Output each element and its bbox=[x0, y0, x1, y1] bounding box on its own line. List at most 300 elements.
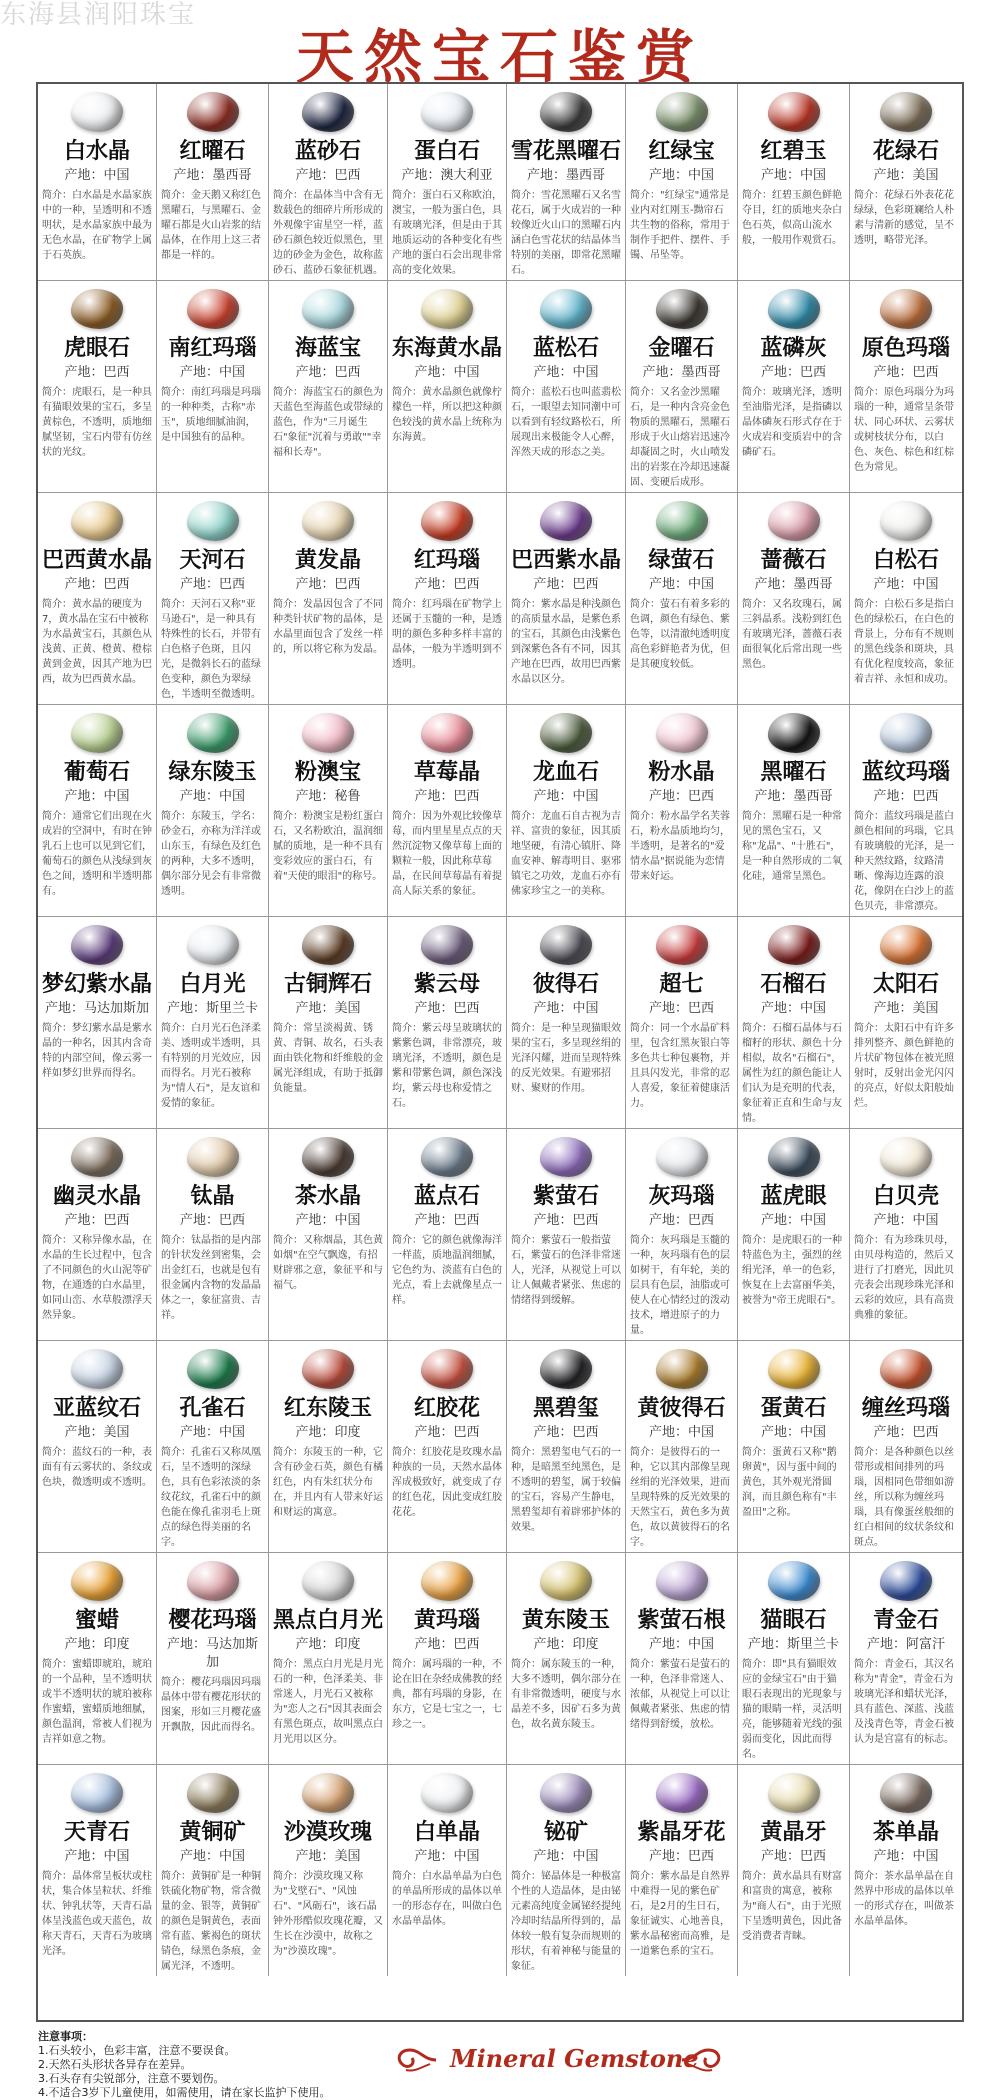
gem-stone-image bbox=[540, 713, 592, 753]
gem-stone-image bbox=[656, 92, 708, 132]
gem-card bbox=[850, 917, 962, 1129]
gem-stone-image bbox=[656, 1773, 708, 1813]
gem-origin: 产地：马达加斯加 bbox=[45, 1001, 150, 1016]
gem-origin: 产地：墨西哥 bbox=[754, 577, 833, 592]
page-title: 天然宝石鉴赏 bbox=[295, 23, 704, 91]
gem-name: 猫眼石 bbox=[760, 1607, 827, 1633]
notes-item: 3.石头存有尖锐部分，注意不要划伤。 bbox=[38, 2072, 225, 2085]
gem-stone-image bbox=[880, 713, 932, 753]
gem-name: 彼得石 bbox=[533, 971, 600, 997]
gem-origin: 产地：巴西 bbox=[295, 365, 361, 380]
gem-stone-image bbox=[302, 501, 354, 541]
gem-stone-image bbox=[540, 92, 592, 132]
gem-origin: 产地：巴西 bbox=[649, 1001, 715, 1016]
gem-description: 简介：东陵玉的一种，它含有砂金石英，颜色有橘红色，内有朱红状分布在，并且内有人带来好运和财运的寓意。 bbox=[273, 1447, 383, 1518]
gem-name: 红东陵玉 bbox=[284, 1395, 373, 1421]
gem-origin: 产地：印度 bbox=[295, 1425, 361, 1440]
gem-name: 孔雀石 bbox=[179, 1395, 246, 1421]
gem-stone-image bbox=[540, 289, 592, 329]
gem-name: 巴西紫水晶 bbox=[511, 547, 622, 573]
gem-name: 龙血石 bbox=[533, 759, 600, 785]
gemstone-grid bbox=[36, 82, 964, 2022]
gem-card bbox=[388, 84, 507, 281]
gem-stone-image bbox=[540, 1137, 592, 1177]
gem-card bbox=[38, 917, 157, 1129]
gem-name: 超七 bbox=[659, 971, 704, 997]
gem-stone-image bbox=[421, 925, 473, 965]
gem-name: 花绿石 bbox=[873, 138, 940, 164]
gem-name: 青金石 bbox=[873, 1607, 940, 1633]
gem-description: 简介：又名玫瑰石，属三斜晶系。浅粉到红色有玻璃光泽，蔷薇石表面很氧化后常出现一些黑色。 bbox=[742, 599, 843, 670]
gem-name: 太阳石 bbox=[873, 971, 940, 997]
gem-stone-image bbox=[421, 289, 473, 329]
gem-description: 简介：红玛瑙在矿物学上还属于玉髓的一种，是透明的颜色多种多样丰富的晶体，一般为半透明到不透明。 bbox=[392, 599, 503, 670]
gem-card bbox=[388, 917, 507, 1129]
gem-description: 简介：是一种呈现猫眼效果的宝石，多呈现丝绢的光泽闪耀，进而呈现特殊的反光效果。有避邪招财、聚财的作用。 bbox=[511, 1023, 622, 1094]
gem-name: 绿东陵玉 bbox=[168, 759, 257, 785]
gem-description: 简介：龙血石自古视为吉祥、富贵的象征，因其质地坚硬，有清心镇肝、降血安神、解毒明目、驱邪镇宅之功效，龙血石亦有佛家珍宝之一的美称。 bbox=[511, 811, 622, 897]
gem-name: 粉水晶 bbox=[648, 759, 715, 785]
gem-card bbox=[388, 493, 507, 705]
gem-name: 蛋白石 bbox=[414, 138, 481, 164]
gem-origin: 产地：中国 bbox=[761, 1213, 827, 1228]
gem-card bbox=[157, 493, 269, 705]
gem-stone-image bbox=[302, 713, 354, 753]
gem-name: 南红玛瑙 bbox=[168, 335, 257, 361]
gem-description: 简介：茶水晶单晶在自然界中形成的晶体以单一的形式存在，叫做茶水晶单晶体。 bbox=[854, 1871, 955, 1927]
gem-stone-image bbox=[768, 289, 820, 329]
gem-name: 黑曜石 bbox=[760, 759, 827, 785]
gem-description: 简介：黑点白月光是月光石的一种，色泽柔美、非常迷人，月光石又被称为"恋人之石"因其表面会有黑色斑点，故叫黑点白月光用以区分。 bbox=[273, 1659, 383, 1745]
gem-card bbox=[388, 705, 507, 917]
gem-card bbox=[507, 1765, 626, 1976]
gem-description: 简介：东陵玉，学名：砂金石，亦称为洋洋或山东玉，有绿色及红色的两种，大多不透明，偶尔部分见会有非常微透明。 bbox=[161, 811, 262, 897]
gem-name: 金曜石 bbox=[648, 335, 715, 361]
gem-stone-image bbox=[656, 1561, 708, 1601]
gem-origin: 产地：中国 bbox=[414, 365, 480, 380]
gem-card bbox=[38, 1553, 157, 1765]
gem-description: 简介：在晶体当中含有无数载色的细碎片所形成的外观像宇宙星空一样，蓝砂石颜色较近似黑色，里边的砂金为金色，故称蓝砂石、蓝砂石象征机遇。 bbox=[273, 190, 383, 276]
gem-name: 蛋黄石 bbox=[760, 1395, 827, 1421]
gem-description: 简介：因为外观比较像草莓，而内里星星点点的天然沉淀物又像草莓上面的颗粒一般，因此称草莓晶，在民间草莓晶有着提高人际关系的象征。 bbox=[392, 811, 503, 897]
gem-description: 简介：发晶因包含了不同种类针状矿物的晶体，是水晶里面包含了发丝一样的，所以将它称为发晶。 bbox=[273, 599, 383, 655]
gem-name: 粉澳宝 bbox=[295, 759, 362, 785]
gem-origin: 产地：巴西 bbox=[761, 1849, 827, 1864]
gem-name: 梦幻紫水晶 bbox=[42, 971, 153, 997]
gem-description: 简介：青金石，其汉名称为"青金"，青金石为玻璃光泽和蜡状光泽，具有蓝色、深蓝、浅蓝及浅青色等，青金石被认为是宫富有的标志。 bbox=[854, 1659, 955, 1745]
gem-card bbox=[738, 84, 850, 281]
gem-stone-image bbox=[768, 92, 820, 132]
gem-origin: 产地：巴西 bbox=[649, 789, 715, 804]
gem-origin: 产地：巴西 bbox=[649, 1849, 715, 1864]
gem-origin: 产地：中国 bbox=[649, 577, 715, 592]
gem-stone-image bbox=[656, 289, 708, 329]
gem-description: 简介：萤石有着多彩的色调，颜色有绿色、紫色等，以清澈纯透明度高色彩鲜艳者为优，但是其硬度较低。 bbox=[630, 599, 731, 670]
gem-origin: 产地：美国 bbox=[295, 1001, 361, 1016]
gem-stone-image bbox=[187, 92, 239, 132]
gem-origin: 产地：中国 bbox=[180, 1849, 246, 1864]
gem-stone-image bbox=[540, 1561, 592, 1601]
gem-name: 虎眼石 bbox=[64, 335, 131, 361]
gem-card bbox=[626, 84, 738, 281]
gem-name: 黑点白月光 bbox=[273, 1607, 384, 1633]
swirl-ornament-right-icon bbox=[680, 2046, 728, 2074]
gem-origin: 产地：巴西 bbox=[873, 789, 939, 804]
gem-name: 黄晶牙 bbox=[760, 1819, 827, 1845]
gem-name: 石榴石 bbox=[760, 971, 827, 997]
gem-name: 沙漠玫瑰 bbox=[284, 1819, 373, 1845]
gem-name: 蓝砂石 bbox=[295, 138, 362, 164]
gem-name: 紫萤石 bbox=[533, 1183, 600, 1209]
gem-stone-image bbox=[656, 1137, 708, 1177]
gem-card bbox=[626, 1765, 738, 1976]
gem-description: 简介：红胶花是玫瑰水晶种族的一员，天然水晶体浑成极致好，就变成了存的红色花，因此变成红胶花花。 bbox=[392, 1447, 503, 1518]
gem-description: 简介：原色玛瑙分为玛瑙的一种，通常呈条带状、同心环状、云雾状或树枝状分布，以白色、灰色、棕色和红棕色为常见。 bbox=[854, 387, 955, 473]
gem-description: 简介：樱花玛瑙因玛瑙晶体中带有樱花形状的图案，形如三月樱花盛开飘散，因此而得名。 bbox=[161, 1677, 262, 1733]
gem-description: 简介：虎眼石，是一种具有猫眼效果的宝石，多呈黄棕色，不透明，质地细腻坚韧，宝石内带有仿丝状的光纹。 bbox=[42, 387, 152, 458]
gem-origin: 产地：巴西 bbox=[64, 577, 130, 592]
gem-description: 简介：孔雀石又称凤凰石，呈不透明的深绿色，具有色彩浓淡的条纹花纹，孔雀石中的颜色能在像孔雀羽毛上斑点的绿色得美丽的名字。 bbox=[161, 1447, 262, 1548]
gem-stone-image bbox=[71, 1137, 123, 1177]
gem-description: 简介：是各种颜色以丝带形或相间排列的玛瑙，因相同色带细如游丝，所以称为缠丝玛瑙，具有像蛋丝般细的红白相间的纹状条纹和斑点。 bbox=[854, 1447, 955, 1548]
gem-name: 蜜蜡 bbox=[75, 1607, 120, 1633]
gem-name: 黄东陵玉 bbox=[522, 1607, 611, 1633]
gem-stone-image bbox=[71, 501, 123, 541]
gem-card bbox=[269, 1553, 388, 1765]
gem-description: 简介：又名金沙黑曜石，是一种内含亮金色物质的黑曜石，黑曜石形成于火山熔岩迅速冷却凝固之时，火山喷发出的岩浆在冷却迅速凝固、变硬后成形。 bbox=[630, 387, 731, 488]
gem-stone-image bbox=[768, 501, 820, 541]
gem-stone-image bbox=[71, 1561, 123, 1601]
gem-card bbox=[507, 917, 626, 1129]
gem-description: 简介：常呈淡褐黄、锈黄、青铜、故名，石头表面由铁化物和纤维般的金属光泽组成，有助于抵御负能量。 bbox=[273, 1023, 383, 1094]
gem-origin: 产地：巴西 bbox=[414, 1001, 480, 1016]
gem-name: 蓝松石 bbox=[533, 335, 600, 361]
notes-title: 注意事项： bbox=[38, 2030, 93, 2043]
gem-stone-image bbox=[421, 1773, 473, 1813]
gem-name: 钛晶 bbox=[190, 1183, 235, 1209]
gem-name: 古铜辉石 bbox=[284, 971, 373, 997]
gem-description: 简介：蓝纹玛瑙是蓝白颜色相间的玛瑙，它具有玻璃般的光泽，是一种天然纹路，纹路清晰、像海边连露的浪花，像阴在白沙上的蓝色贝壳，非常漂亮。 bbox=[854, 811, 955, 912]
gem-description: 简介：紫水晶是自然界中难得一见的紫色矿石，是2月的生日石，象征诚实、心地善良，紫水晶秘密而高雅，是一道紫色系的宝石。 bbox=[630, 1871, 731, 1957]
gem-name: 绿萤石 bbox=[648, 547, 715, 573]
gem-description: 简介：铋晶体是一种极富个性的人造晶体，是由铋元素高纯度金属铋经提纯冷却时结晶所得到的，晶体较一般有复杂而规则的形状，有着神秘与能量的象征。 bbox=[511, 1871, 622, 1972]
gem-origin: 产地：印度 bbox=[295, 1637, 361, 1652]
gem-card bbox=[157, 705, 269, 917]
gem-card bbox=[157, 1341, 269, 1553]
gem-card bbox=[850, 705, 962, 917]
gem-card bbox=[388, 281, 507, 493]
gem-card bbox=[157, 84, 269, 281]
gem-card bbox=[626, 705, 738, 917]
gem-name: 蓝虎眼 bbox=[760, 1183, 827, 1209]
gem-origin: 产地：中国 bbox=[533, 365, 599, 380]
gem-stone-image bbox=[880, 925, 932, 965]
gem-stone-image bbox=[302, 1349, 354, 1389]
gem-origin: 产地：美国 bbox=[873, 1001, 939, 1016]
gem-origin: 产地：中国 bbox=[414, 1849, 480, 1864]
gem-description: 简介：紫水晶是种浅颜色的高质量水晶，是紫色系的宝石，其颜色由浅紫色到深紫色各有不同，因其产地在巴西，故用巴西紫水晶以区分。 bbox=[511, 599, 622, 685]
gem-origin: 产地：巴西 bbox=[533, 577, 599, 592]
gem-card bbox=[850, 1129, 962, 1341]
gem-card bbox=[38, 84, 157, 281]
gem-description: 简介：紫云母呈玻璃状的紫紫色调，非常漂亮，玻璃光泽，不透明，颜色是紫和带紫色调，颜色深浅均，紫云母也称爱情之石。 bbox=[392, 1023, 503, 1109]
gem-description: 简介：太阳石中有许多排列整齐、颜色鲜艳的片状矿物包体在被光照射时，反射出金光闪闪的亮点，好似太阳般灿烂。 bbox=[854, 1023, 955, 1109]
gem-origin: 产地：巴西 bbox=[414, 789, 480, 804]
gem-card bbox=[269, 1765, 388, 1976]
gem-description: 简介：玻璃光泽，透明至油脂光泽，是指磷以晶体磷灰石形式存在于火成岩和变质岩中的含磷矿石。 bbox=[742, 387, 843, 458]
gem-description: 简介："红绿宝"通常是业内对红刚玉-黝帘石共生物的俗称，常用于制作手把件、摆件、手镯、吊坠等。 bbox=[630, 190, 731, 261]
gem-stone-image bbox=[302, 925, 354, 965]
gem-stone-image bbox=[421, 1349, 473, 1389]
gem-origin: 产地：巴西 bbox=[873, 365, 939, 380]
gem-origin: 产地：巴西 bbox=[64, 365, 130, 380]
gem-origin: 产地：墨西哥 bbox=[527, 168, 606, 183]
gem-description: 简介：金天鹅又称红色黑曜石，与黑曜石、金曜石都是火山岩浆的结晶体，在作用上这三者都是一样的。 bbox=[161, 190, 262, 261]
notes-section bbox=[38, 2030, 368, 2100]
gem-description: 简介：沙漠玫瑰又称为"戈壁石"、"风蚀石"、"风砺石"，该石晶钟外形酷似玫瑰花瓣，又生长在沙漠中，故称之为"沙漠玫瑰"。 bbox=[273, 1871, 383, 1957]
gem-origin: 产地：秘鲁 bbox=[295, 789, 361, 804]
gem-name: 灰玛瑙 bbox=[648, 1183, 715, 1209]
gem-card bbox=[507, 1341, 626, 1553]
gem-origin: 产地：中国 bbox=[873, 577, 939, 592]
gem-card bbox=[738, 493, 850, 705]
gem-name: 蓝点石 bbox=[414, 1183, 481, 1209]
gem-name: 白水晶 bbox=[64, 138, 131, 164]
gem-description: 简介：梦幻紫水晶是紫水晶的一种名，因其内含奇特的内部空间，像云雾一样如梦幻世界而得名。 bbox=[42, 1023, 152, 1079]
gem-name: 黄发晶 bbox=[295, 547, 362, 573]
gem-stone-image bbox=[187, 1561, 239, 1601]
gem-stone-image bbox=[187, 1773, 239, 1813]
gem-stone-image bbox=[187, 1137, 239, 1177]
gem-card bbox=[157, 917, 269, 1129]
gem-description: 简介：黄水晶颜色就像柠檬色一样，所以把这种颜色较浅的黄水晶上统称为东海黄。 bbox=[392, 387, 503, 443]
gem-stone-image bbox=[880, 501, 932, 541]
gem-name: 天青石 bbox=[64, 1819, 131, 1845]
gem-origin: 产地：斯里兰卡 bbox=[748, 1637, 840, 1652]
gem-description: 简介：黑曜石是一种常见的黑色宝石，又称"龙晶"、"十胜石"，是一种自然形成的二氧化硅，通常呈黑色。 bbox=[742, 811, 843, 882]
notes-item: 2.天然石头形状各异存在差异。 bbox=[38, 2058, 192, 2071]
gem-name: 茶水晶 bbox=[295, 1183, 362, 1209]
gem-description: 简介：白水晶是水晶家族中的一种，呈透明和不透明状，是水晶家族中最为无色水晶，在矿物学上属于石英族。 bbox=[42, 190, 152, 261]
gem-description: 简介：又称烟晶，其色黄如烟"在空气飘逸，有招财辟邪之意，象征平和与福气。 bbox=[273, 1235, 383, 1291]
gem-origin: 产地：中国 bbox=[64, 168, 130, 183]
gem-card bbox=[507, 84, 626, 281]
gem-stone-image bbox=[302, 1773, 354, 1813]
gem-name: 红碧玉 bbox=[760, 138, 827, 164]
gem-name: 紫萤石根 bbox=[637, 1607, 726, 1633]
gem-stone-image bbox=[302, 1137, 354, 1177]
gem-card bbox=[157, 1553, 269, 1765]
gem-card bbox=[738, 705, 850, 917]
gem-name: 茶单晶 bbox=[873, 1819, 940, 1845]
gem-description: 简介：它的颜色就像海洋一样蓝，质地温润细腻，它色约为、淡蓝有白色的光点，看上去就像星点一样。 bbox=[392, 1235, 503, 1306]
gem-name: 白贝壳 bbox=[873, 1183, 940, 1209]
gem-description: 简介：是虎眼石的一种特蓝色为主，强烈的丝绢光泽，单一的色彩，恢复在上去富丽华美，被誉为"帝王虎眼石"。 bbox=[742, 1235, 843, 1306]
gem-stone-image bbox=[302, 289, 354, 329]
gem-stone-image bbox=[71, 713, 123, 753]
gem-name: 天河石 bbox=[179, 547, 246, 573]
gem-card bbox=[507, 705, 626, 917]
gem-stone-image bbox=[768, 1773, 820, 1813]
gem-origin: 产地：中国 bbox=[180, 365, 246, 380]
gem-card bbox=[157, 1765, 269, 1976]
gem-description: 简介：紫萤石一般指萤石，紫萤石的色泽非常迷人，光泽，从视觉上可以让人佩戴者紧张、焦虑的情绪得到缓解。 bbox=[511, 1235, 622, 1306]
gem-description: 简介：属玛瑙的一种，不论在旧在杂经成佛教的经典，都有玛瑙的身影，在东方，它是七宝之一，七珍之一。 bbox=[392, 1659, 503, 1730]
gem-origin: 产地：巴西 bbox=[414, 1213, 480, 1228]
gem-description: 简介：海蓝宝石的颜色为天蓝色至海蓝色或带绿的蓝色，作为"三月诞生石"象征"沉着与勇敢""幸福和长寿"。 bbox=[273, 387, 383, 458]
gem-card bbox=[507, 281, 626, 493]
gem-origin: 产地：马达加斯加 bbox=[167, 1637, 259, 1670]
gem-origin: 产地：巴西 bbox=[180, 1213, 246, 1228]
watermark-text: 东海县润阳珠宝 bbox=[0, 0, 197, 30]
gem-description: 简介：晶体常呈板状或柱状，集合体呈粒状、纤维状、钟乳状等，天青石晶体呈浅蓝色或天蓝色，故称天青石，天青石为玻璃光泽。 bbox=[42, 1871, 152, 1957]
swirl-ornament-left-icon bbox=[390, 2046, 438, 2074]
gem-card bbox=[388, 1341, 507, 1553]
footer-brand bbox=[380, 2040, 800, 2080]
gem-stone-image bbox=[187, 925, 239, 965]
gem-card bbox=[738, 1765, 850, 1976]
gem-origin: 产地：巴西 bbox=[649, 1213, 715, 1228]
gem-description: 简介：蛋白石又称欧泊，澳宝，一般为蛋白色，具有玻璃光泽，但是由于其地质运动的各种变化有些产地的蛋白石会出现非常高的变化效果。 bbox=[392, 190, 503, 276]
gem-stone-image bbox=[71, 925, 123, 965]
gem-stone-image bbox=[71, 1349, 123, 1389]
gem-name: 蓝磷灰 bbox=[760, 335, 827, 361]
gem-origin: 产地：巴西 bbox=[414, 577, 480, 592]
gem-stone-image bbox=[421, 1137, 473, 1177]
gem-card bbox=[626, 493, 738, 705]
gem-origin: 产地：墨西哥 bbox=[173, 168, 252, 183]
gem-card bbox=[850, 281, 962, 493]
notes-item: 1.石头较小，色彩丰富，注意不要误食。 bbox=[38, 2044, 236, 2057]
gem-description: 简介：又称异像水晶，在水晶的生长过程中，包含了不同颜色的火山泥等矿物，在通透的白水晶里，如同山峦、水草般漂浮天然异象。 bbox=[42, 1235, 152, 1321]
gem-origin: 产地：中国 bbox=[761, 1425, 827, 1440]
gem-description: 简介：蛋黄石又称"鹅卵黄"，因与蛋中间的黄色，其外观光滑圆润，而且颜色称有"丰盈田"之称。 bbox=[742, 1447, 837, 1518]
gem-card bbox=[38, 493, 157, 705]
gem-card bbox=[850, 1553, 962, 1765]
gem-description: 简介：黄水晶具有财富和富贵的寓意，被称为"商人石"，由于光照下呈透明黄色，因此备受消费者青睐。 bbox=[742, 1871, 843, 1942]
gem-description: 简介：雪花黑曜石又名雪花石，属于火成岩的一种较像近火山口的黑曜石内涵白色雪花状的结晶体当特别的美丽，即常花黑曜石。 bbox=[511, 190, 622, 276]
brand-text: Mineral Gemstone bbox=[450, 2044, 699, 2073]
gem-stone-image bbox=[187, 501, 239, 541]
gem-stone-image bbox=[656, 501, 708, 541]
gem-stone-image bbox=[768, 1561, 820, 1601]
gem-origin: 产地：巴西 bbox=[761, 365, 827, 380]
gem-stone-image bbox=[768, 1137, 820, 1177]
gem-description: 简介：黄铜矿是一种铜铁硫化物矿物，常含微量的金、银等，黄铜矿的颜色是铜黄色，表面常有蓝、紫褐色的斑状锖色，绿黑色条痕，金属光泽，不透明。 bbox=[161, 1871, 262, 1972]
gem-description: 简介：钛晶指的是内部的针状发丝到密集，会出金红石，也就是包有很金属内含物的发晶晶体之一，象征富贵、吉祥。 bbox=[161, 1235, 262, 1321]
gem-stone-image bbox=[768, 713, 820, 753]
gem-name: 原色玛瑙 bbox=[862, 335, 951, 361]
gem-card bbox=[388, 1553, 507, 1765]
gem-origin: 产地：斯里兰卡 bbox=[167, 1001, 259, 1016]
gem-origin: 产地：巴西 bbox=[533, 1213, 599, 1228]
gem-description: 简介：红碧玉颜色鲜艳夺目，红的质地夹杂白色石英，似高山流水般，一般用作观赏石。 bbox=[742, 190, 843, 246]
gem-origin: 产地：印度 bbox=[533, 1637, 599, 1652]
gem-card bbox=[626, 1341, 738, 1553]
gem-origin: 产地：中国 bbox=[180, 789, 246, 804]
gem-stone-image bbox=[71, 92, 123, 132]
gem-name: 缠丝玛瑙 bbox=[862, 1395, 951, 1421]
gem-card bbox=[38, 281, 157, 493]
gem-origin: 产地：中国 bbox=[649, 168, 715, 183]
gem-origin: 产地：巴西 bbox=[64, 1213, 130, 1228]
gem-origin: 产地：巴西 bbox=[533, 1425, 599, 1440]
gem-origin: 产地：美国 bbox=[64, 1425, 130, 1440]
gem-origin: 产地：中国 bbox=[533, 789, 599, 804]
gem-origin: 产地：中国 bbox=[533, 1849, 599, 1864]
gem-card bbox=[269, 917, 388, 1129]
gem-origin: 产地：中国 bbox=[64, 1849, 130, 1864]
gem-name: 红绿宝 bbox=[648, 138, 715, 164]
gem-description: 简介：灰玛瑙是玉髓的一种，灰玛瑙有色的层如树干，有年轮，美的层具有色层，油脂或可使人在心情经过的泼动技术，增进原子的力量。 bbox=[630, 1235, 731, 1336]
gem-description: 简介：黑碧玺电气石的一种，是暗黑至纯黑色，是不透明的碧玺，属于较偏的宝石，容易产生静电，黑碧玺却有着辟邪护体的效果。 bbox=[511, 1447, 622, 1533]
gem-name: 亚蓝纹石 bbox=[53, 1395, 142, 1421]
notes-item: 4.不适合3岁下儿童使用，如需使用，请在家长监护下使用。 bbox=[38, 2086, 331, 2099]
gem-card bbox=[157, 1129, 269, 1341]
gem-card bbox=[38, 1765, 157, 1976]
gem-name: 巴西黄水晶 bbox=[42, 547, 153, 573]
gem-stone-image bbox=[880, 1349, 932, 1389]
gem-stone-image bbox=[421, 92, 473, 132]
gem-stone-image bbox=[302, 1561, 354, 1601]
gem-origin: 产地：墨西哥 bbox=[754, 789, 833, 804]
gem-card bbox=[507, 493, 626, 705]
gem-origin: 产地：中国 bbox=[649, 1425, 715, 1440]
gem-name: 幽灵水晶 bbox=[53, 1183, 142, 1209]
gem-card bbox=[850, 84, 962, 281]
gem-stone-image bbox=[421, 713, 473, 753]
gem-stone-image bbox=[768, 1349, 820, 1389]
gem-description: 简介：通常它们出现在火成岩的空洞中，有时在钟乳石上也可以见到它们，葡萄石的颜色从浅绿到灰色之间，透明和半透明都有。 bbox=[42, 811, 152, 897]
gem-stone-image bbox=[540, 1773, 592, 1813]
gem-card bbox=[738, 917, 850, 1129]
gem-stone-image bbox=[71, 1773, 123, 1813]
gem-name: 黄玛瑙 bbox=[414, 1607, 481, 1633]
gem-stone-image bbox=[302, 92, 354, 132]
gem-card bbox=[388, 1129, 507, 1341]
gem-name: 海蓝宝 bbox=[295, 335, 362, 361]
gem-stone-image bbox=[71, 289, 123, 329]
gem-description: 简介：属东陵玉的一种，大多不透明，偶尔部分在有非常微透明，硬度与水晶差不多，因矿石多为黄色，故名黄东陵玉。 bbox=[511, 1659, 622, 1730]
gem-name: 葡萄石 bbox=[64, 759, 131, 785]
gem-description: 简介：有为珍珠贝母，由贝母构造的，然后又进行了打磨光，因此贝壳表会出现珍珠光泽和云彩的效应，具有高贵典雅的象征。 bbox=[854, 1235, 955, 1321]
gem-description: 简介：蓝松石也叫蓝翡松石，一眼望去知同潮中可以看到有轻纹路松石，所展现出来极能令人心醉，浑然天成的形态之美。 bbox=[511, 387, 622, 458]
gem-card bbox=[850, 1341, 962, 1553]
gem-stone-image bbox=[880, 92, 932, 132]
gem-origin: 产地：中国 bbox=[180, 1425, 246, 1440]
gem-origin: 产地：巴西 bbox=[295, 577, 361, 592]
gem-card bbox=[269, 84, 388, 281]
gem-stone-image bbox=[540, 925, 592, 965]
gem-description: 简介：石榴石晶体与石榴籽的形状、颜色十分相似，故名"石榴石"，属性为红的颜色能让人们认为是充明的代表，象征着正直和生命与友情。 bbox=[742, 1023, 843, 1124]
gem-name: 紫晶牙花 bbox=[637, 1819, 726, 1845]
gem-stone-image bbox=[421, 1561, 473, 1601]
gem-description: 简介：是彼得石的一种，它以其内部像呈现丝绢的光泽效果，进而呈现特殊的反光效果的天然宝石，黄色多为黄色，故以黄彼得石的名字。 bbox=[630, 1447, 731, 1548]
gem-description: 简介：白松石多是指白色的绿松石，在白色的背景上，分布有不规则的黑色线条和斑块，具有优化程度较高，象征着吉祥、永恒和成功。 bbox=[854, 599, 955, 685]
gem-description: 简介：紫萤石是萤石的一种，色泽非常迷人、浓郁，从视觉上可以让佩戴者紧张、焦虑的情绪得到舒缓，放松。 bbox=[630, 1659, 731, 1730]
gem-card bbox=[738, 1129, 850, 1341]
gem-name: 铋矿 bbox=[544, 1819, 589, 1845]
gem-stone-image bbox=[880, 1773, 932, 1813]
gem-origin: 产地：中国 bbox=[761, 1001, 827, 1016]
gem-name: 东海黄水晶 bbox=[392, 335, 503, 361]
gem-card bbox=[626, 281, 738, 493]
gem-name: 黄铜矿 bbox=[179, 1819, 246, 1845]
gem-name: 黄彼得石 bbox=[637, 1395, 726, 1421]
gem-name: 草莓晶 bbox=[414, 759, 481, 785]
gem-origin: 产地：中国 bbox=[761, 168, 827, 183]
gem-card bbox=[850, 493, 962, 705]
